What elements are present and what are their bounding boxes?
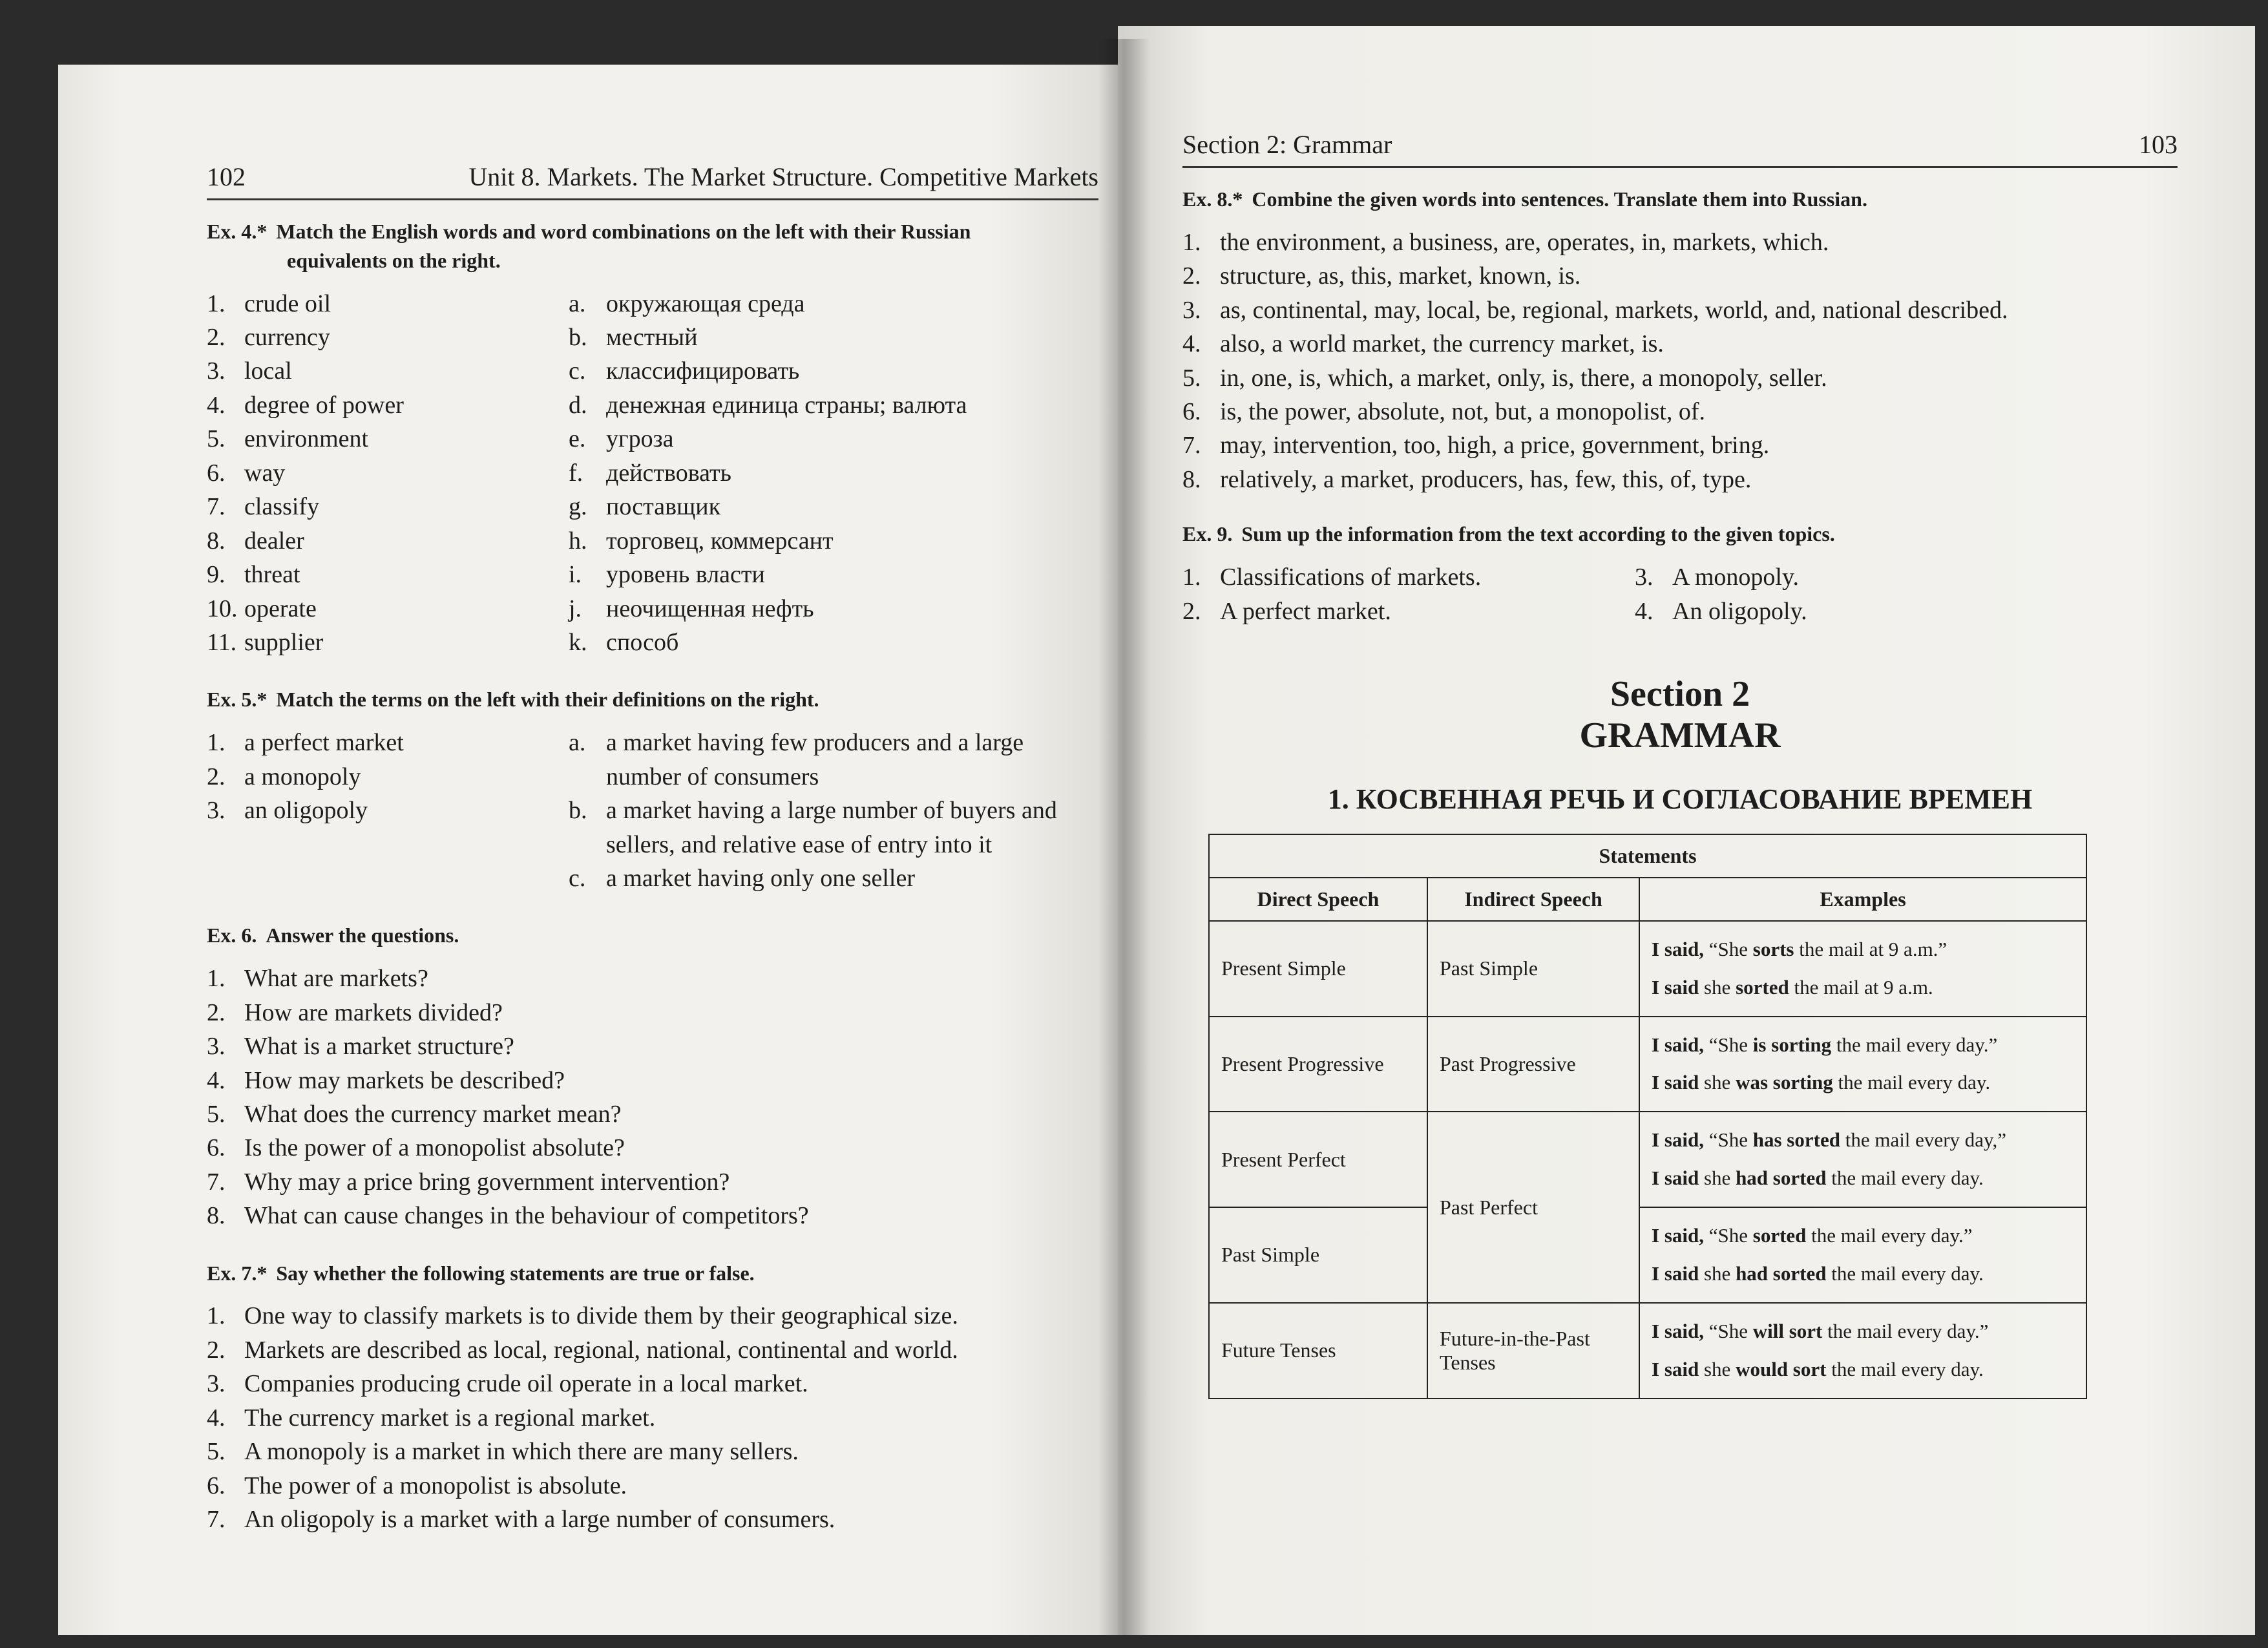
item-number: 6.	[207, 1134, 226, 1162]
item-number: f.	[569, 459, 583, 487]
item-text: supplier	[244, 628, 324, 656]
item-text: as, continental, may, local, be, regional, markets, world, and, national described.	[1220, 296, 2008, 324]
item-text: уровень власти	[606, 561, 765, 589]
list-item	[207, 760, 569, 794]
example-rest: the mail every day,”	[1840, 1128, 2007, 1152]
item-number: 1.	[207, 965, 226, 993]
ex9-instruction	[1182, 520, 2178, 549]
list-item	[1182, 361, 2178, 395]
examples-cell	[1639, 1112, 2086, 1207]
examples-cell	[1639, 921, 2086, 1017]
ex8-instruction	[1182, 185, 2178, 214]
example-rest: the mail every day.	[1832, 1071, 1991, 1094]
item-text: денежная единица страны; валюта	[606, 391, 967, 419]
list-item	[207, 354, 569, 388]
ex7-instruction-text: Say whether the following statements are true or false.	[276, 1261, 755, 1285]
list-item	[569, 321, 1098, 354]
item-number: 4.	[1182, 330, 1201, 358]
section-heading-line1: Section 2	[1610, 673, 1750, 714]
right-running-head	[1182, 129, 2178, 168]
list-item	[207, 1199, 1098, 1232]
item-text: is, the power, absolute, not, but, a monopolist, of.	[1220, 397, 1706, 425]
item-number: a.	[569, 290, 586, 317]
ex8-label: Ex. 8.*	[1182, 187, 1243, 211]
item-number: 2.	[207, 763, 226, 790]
list-item	[569, 456, 1098, 490]
example-indirect	[1652, 969, 2074, 1007]
ex5-instruction-text: Match the terms on the left with their definitions on the right.	[276, 688, 819, 712]
item-text: The power of a monopolist is absolute.	[244, 1472, 627, 1499]
list-item	[207, 626, 569, 659]
list-item	[207, 1165, 1098, 1199]
list-item	[207, 1064, 1098, 1097]
example-indirect	[1652, 1351, 2074, 1389]
item-number: 1.	[207, 290, 226, 317]
grammar-table	[1208, 834, 2087, 1399]
item-number: 2.	[207, 1336, 226, 1364]
example-verb: had sorted	[1736, 1167, 1827, 1190]
item-text: classify	[244, 493, 320, 521]
item-number: 3.	[207, 1370, 226, 1398]
example-direct	[1652, 1217, 2074, 1255]
example-rest: the mail every day.”	[1831, 1033, 1998, 1056]
list-item	[569, 558, 1098, 591]
list-item	[1182, 428, 2178, 462]
item-text: a market having a large number of buyers and sellers, and relative ease of entry into it	[606, 797, 1057, 858]
example-subject: she	[1699, 1262, 1736, 1285]
list-item	[207, 1097, 1098, 1131]
item-number: 7.	[1182, 432, 1201, 460]
item-text: Companies producing crude oil operate in a local market.	[244, 1370, 808, 1398]
item-number: 6.	[207, 1472, 226, 1499]
item-number: 9.	[207, 561, 226, 589]
item-text: How are markets divided?	[244, 998, 503, 1026]
item-text: Classifications of markets.	[1220, 564, 1482, 591]
item-number: 8.	[207, 1202, 226, 1230]
left-page	[58, 65, 1118, 1635]
list-item	[207, 422, 569, 456]
right-page-content	[1182, 129, 2178, 1399]
page-number-left: 102	[207, 162, 246, 191]
direct-speech-cell: Past Simple	[1209, 1207, 1427, 1303]
list-item	[569, 490, 1098, 523]
ex5-label: Ex. 5.*	[207, 688, 268, 712]
item-text: неочищенная нефть	[606, 595, 814, 622]
ex4-instruction-line1: Match the English words and word combinations on the left with their Russian	[276, 220, 971, 243]
example-said: I said,	[1652, 1319, 1704, 1342]
list-item	[569, 354, 1098, 388]
list-item	[569, 592, 1098, 626]
example-said: I said	[1652, 1357, 1699, 1380]
table-header-row	[1209, 878, 2086, 921]
item-text: What does the currency market mean?	[244, 1100, 622, 1128]
table-caption: Statements	[1209, 834, 2086, 878]
item-text: One way to classify markets is to divide them by their geographical size.	[244, 1302, 958, 1330]
item-number: b.	[569, 324, 587, 352]
item-number: 11.	[207, 628, 237, 656]
direct-speech-cell: Present Simple	[1209, 921, 1427, 1017]
item-number: 1.	[207, 729, 226, 757]
page-number-right: 103	[2139, 130, 2178, 159]
ex9-label: Ex. 9.	[1182, 522, 1233, 546]
item-number: 6.	[207, 459, 226, 487]
direct-speech-cell: Present Progressive	[1209, 1017, 1427, 1112]
ex6-label: Ex. 6.	[207, 924, 257, 947]
item-text: also, a world market, the currency market, is.	[1220, 330, 1664, 358]
list-item	[207, 1299, 1098, 1333]
direct-speech-cell: Future Tenses	[1209, 1303, 1427, 1399]
example-indirect	[1652, 1064, 2074, 1102]
item-text: degree of power	[244, 391, 404, 419]
item-text: An oligopoly is a market with a large number of consumers.	[244, 1506, 835, 1534]
list-item	[207, 287, 569, 321]
ex6-instruction-text: Answer the questions.	[266, 924, 459, 947]
item-text: may, intervention, too, high, a price, government, bring.	[1220, 432, 1770, 460]
item-text: угроза	[606, 425, 674, 453]
list-item	[207, 388, 569, 422]
example-subject: “She	[1703, 1224, 1753, 1247]
examples-cell	[1639, 1017, 2086, 1112]
example-verb: is sorting	[1752, 1033, 1832, 1056]
item-text: an oligopoly	[244, 797, 368, 825]
example-said: I said,	[1652, 1033, 1704, 1056]
list-item	[569, 861, 1098, 895]
ex6-instruction	[207, 921, 1098, 950]
item-number: 2.	[1182, 262, 1201, 290]
example-direct	[1652, 931, 2074, 969]
header-examples: Examples	[1639, 878, 2086, 921]
item-number: k.	[569, 628, 587, 656]
list-item	[1182, 463, 2178, 496]
example-rest: the mail at 9 a.m.	[1789, 975, 1933, 998]
examples-cell	[1639, 1303, 2086, 1399]
table-row	[1209, 1017, 2086, 1112]
item-number: 6.	[1182, 397, 1201, 425]
list-item	[1635, 560, 2178, 594]
example-subject: “She	[1703, 1128, 1753, 1152]
list-item	[207, 1367, 1098, 1400]
running-head-title-right: Section 2: Grammar	[1182, 130, 1392, 159]
ex4-russian-list	[569, 287, 1098, 660]
item-text: How may markets be described?	[244, 1066, 565, 1094]
list-item	[207, 1131, 1098, 1165]
ex9-topics-col1	[1182, 560, 1635, 628]
item-text: Why may a price bring government intervention?	[244, 1168, 730, 1196]
table-row	[1209, 921, 2086, 1017]
example-said: I said,	[1652, 1128, 1704, 1152]
list-item	[207, 490, 569, 523]
item-number: i.	[569, 561, 582, 589]
item-number: c.	[569, 864, 586, 892]
item-text: Is the power of a monopolist absolute?	[244, 1134, 625, 1162]
item-text: торговец, коммерсант	[606, 527, 834, 555]
item-number: 8.	[207, 527, 226, 555]
list-item	[207, 1333, 1098, 1367]
list-item	[207, 996, 1098, 1030]
example-said: I said,	[1652, 1224, 1704, 1247]
example-verb: has sorted	[1752, 1128, 1840, 1152]
item-text: dealer	[244, 527, 304, 555]
item-text: What can cause changes in the behaviour of competitors?	[244, 1202, 809, 1230]
list-item	[207, 1435, 1098, 1468]
list-item	[1182, 560, 1635, 594]
list-item	[1182, 395, 2178, 428]
item-number: 1.	[1182, 228, 1201, 256]
ex4-matching	[207, 287, 1098, 660]
list-item	[207, 524, 569, 558]
example-said: I said,	[1652, 937, 1704, 960]
item-number: 2.	[1182, 597, 1201, 625]
list-item	[569, 626, 1098, 659]
header-indirect-speech: Indirect Speech	[1427, 878, 1639, 921]
example-verb: was sorting	[1736, 1071, 1833, 1094]
table-row	[1209, 1112, 2086, 1207]
item-number: 2.	[207, 324, 226, 352]
item-text: a market having few producers and a large number of consumers	[606, 729, 1024, 790]
example-subject: she	[1699, 1357, 1736, 1380]
item-text: relatively, a market, producers, has, few, this, of, type.	[1220, 465, 1752, 493]
item-number: 3.	[207, 1033, 226, 1061]
ex4-english-list	[207, 287, 569, 660]
item-text: the environment, a business, are, operates, in, markets, which.	[1220, 228, 1829, 256]
example-rest: the mail at 9 a.m.”	[1794, 937, 1948, 960]
item-text: окружающая среда	[606, 290, 805, 317]
examples-cell	[1639, 1207, 2086, 1303]
ex9-instruction-text: Sum up the information from the text according to the given topics.	[1241, 522, 1835, 546]
item-number: 3.	[1635, 564, 1654, 591]
table-caption-row	[1209, 834, 2086, 878]
list-item	[1182, 595, 1635, 628]
item-number: 5.	[207, 1100, 226, 1128]
right-page	[1118, 26, 2255, 1635]
example-verb: will sort	[1752, 1319, 1823, 1342]
item-text: поставщик	[606, 493, 721, 521]
left-running-head	[207, 162, 1098, 200]
ex8-instruction-text: Combine the given words into sentences. Translate them into Russian.	[1252, 187, 1867, 211]
example-said: I said	[1652, 975, 1699, 998]
item-number: 10.	[207, 595, 238, 622]
section-heading	[1182, 673, 2178, 757]
item-text: What are markets?	[244, 965, 428, 993]
item-text: operate	[244, 595, 317, 622]
list-item	[207, 558, 569, 591]
item-text: An oligopoly.	[1672, 597, 1807, 625]
ex7-instruction	[207, 1259, 1098, 1288]
item-text: a perfect market	[244, 729, 404, 757]
ex9-topics-col2	[1635, 560, 2178, 628]
item-text: currency	[244, 324, 330, 352]
indirect-speech-cell: Past Simple	[1427, 921, 1639, 1017]
direct-speech-cell: Present Perfect	[1209, 1112, 1427, 1207]
example-direct	[1652, 1026, 2074, 1064]
list-item	[207, 321, 569, 354]
example-subject: “She	[1703, 937, 1753, 960]
item-text: local	[244, 357, 292, 385]
ex4-instruction-line2: equivalents on the right.	[287, 248, 501, 272]
item-number: g.	[569, 493, 587, 521]
ex4-label: Ex. 4.*	[207, 220, 268, 243]
example-verb: sorted	[1736, 975, 1789, 998]
table-body	[1209, 921, 2086, 1399]
ex5-definitions-list	[569, 726, 1098, 895]
item-number: j.	[569, 595, 582, 622]
item-number: e.	[569, 425, 586, 453]
list-item	[207, 592, 569, 626]
item-number: 4.	[207, 1066, 226, 1094]
list-item	[207, 726, 569, 759]
example-rest: the mail every day.	[1826, 1357, 1984, 1380]
example-indirect	[1652, 1255, 2074, 1293]
indirect-speech-cell: Past Perfect	[1427, 1112, 1639, 1303]
item-number: 5.	[207, 425, 226, 453]
example-rest: the mail every day.	[1826, 1262, 1984, 1285]
example-rest: the mail every day.”	[1806, 1224, 1973, 1247]
item-number: a.	[569, 729, 586, 757]
running-head-title-left: Unit 8. Markets. The Market Structure. Competitive Markets	[468, 162, 1098, 191]
item-number: 4.	[207, 391, 226, 419]
list-item	[1182, 226, 2178, 259]
list-item	[207, 1030, 1098, 1063]
list-item	[569, 726, 1098, 794]
example-verb: sorts	[1752, 937, 1794, 960]
list-item	[569, 524, 1098, 558]
item-number: 3.	[1182, 296, 1201, 324]
example-subject: she	[1699, 1167, 1736, 1190]
example-rest: the mail every day.	[1826, 1167, 1984, 1190]
item-number: 4.	[207, 1404, 226, 1431]
list-item	[1635, 595, 2178, 628]
item-text: классифицировать	[606, 357, 800, 385]
item-text: способ	[606, 628, 679, 656]
ex5-instruction	[207, 685, 1098, 714]
table-row	[1209, 1207, 2086, 1303]
item-text: a monopoly	[244, 763, 361, 790]
item-number: 7.	[207, 493, 226, 521]
item-text: threat	[244, 561, 300, 589]
example-subject: she	[1699, 975, 1736, 998]
section-heading-line2: GRAMMAR	[1579, 715, 1781, 756]
list-item	[569, 388, 1098, 422]
item-text: A monopoly is a market in which there are many sellers.	[244, 1438, 799, 1466]
left-page-content	[207, 162, 1098, 1537]
list-item	[207, 962, 1098, 995]
example-direct	[1652, 1121, 2074, 1159]
example-subject: “She	[1703, 1319, 1753, 1342]
item-text: A perfect market.	[1220, 597, 1391, 625]
item-number: 1.	[207, 1302, 226, 1330]
item-text: Markets are described as local, regional, national, continental and world.	[244, 1336, 958, 1364]
item-text: The currency market is a regional market.	[244, 1404, 656, 1431]
list-item	[569, 287, 1098, 321]
indirect-speech-cell: Past Progressive	[1427, 1017, 1639, 1112]
example-direct	[1652, 1313, 2074, 1351]
ex4-instruction	[207, 217, 1098, 275]
item-text: crude oil	[244, 290, 331, 317]
item-text: A monopoly.	[1672, 564, 1799, 591]
list-item	[207, 1469, 1098, 1503]
list-item	[207, 1401, 1098, 1435]
list-item	[1182, 259, 2178, 293]
list-item	[569, 794, 1098, 861]
ex9-topics	[1182, 560, 2178, 628]
item-number: 8.	[1182, 465, 1201, 493]
book-gutter-shadow	[1098, 39, 1150, 1635]
list-item	[1182, 293, 2178, 327]
item-number: 7.	[207, 1168, 226, 1196]
example-said: I said	[1652, 1071, 1699, 1094]
example-rest: the mail every day.”	[1822, 1319, 1989, 1342]
item-number: b.	[569, 797, 587, 825]
indirect-speech-cell: Future-in-the-Past Tenses	[1427, 1303, 1639, 1399]
example-said: I said	[1652, 1167, 1699, 1190]
item-text: in, one, is, which, a market, only, is, there, a monopoly, seller.	[1220, 364, 1827, 392]
example-verb: sorted	[1752, 1224, 1807, 1247]
item-number: c.	[569, 357, 586, 385]
ex7-statement-list	[207, 1299, 1098, 1536]
item-text: environment	[244, 425, 369, 453]
item-number: h.	[569, 527, 587, 555]
example-verb: had sorted	[1736, 1262, 1827, 1285]
example-verb: would sort	[1736, 1357, 1827, 1380]
item-text: What is a market structure?	[244, 1033, 514, 1061]
table-row	[1209, 1303, 2086, 1399]
item-text: way	[244, 459, 286, 487]
list-item	[569, 422, 1098, 456]
example-said: I said	[1652, 1262, 1699, 1285]
ex8-sentence-list	[1182, 226, 2178, 497]
item-number: 2.	[207, 998, 226, 1026]
subsection-heading: 1. КОСВЕННАЯ РЕЧЬ И СОГЛАСОВАНИЕ ВРЕМЕН	[1327, 783, 2033, 815]
list-item	[207, 794, 569, 827]
ex6-question-list	[207, 962, 1098, 1233]
ex5-terms-list	[207, 726, 569, 895]
example-indirect	[1652, 1159, 2074, 1198]
example-subject: “She	[1703, 1033, 1753, 1056]
header-direct-speech: Direct Speech	[1209, 878, 1427, 921]
item-text: действовать	[606, 459, 731, 487]
item-number: 7.	[207, 1506, 226, 1534]
item-text: местный	[606, 324, 698, 352]
item-number: d.	[569, 391, 587, 419]
ex7-label: Ex. 7.*	[207, 1261, 268, 1285]
item-text: a market having only one seller	[606, 864, 916, 892]
item-text: structure, as, this, market, known, is.	[1220, 262, 1581, 290]
item-number: 1.	[1182, 564, 1201, 591]
ex5-matching	[207, 726, 1098, 895]
list-item	[207, 456, 569, 490]
list-item	[207, 1503, 1098, 1536]
item-number: 5.	[1182, 364, 1201, 392]
item-number: 4.	[1635, 597, 1654, 625]
item-number: 3.	[207, 797, 226, 825]
list-item	[1182, 327, 2178, 361]
item-number: 3.	[207, 357, 226, 385]
example-subject: she	[1699, 1071, 1736, 1094]
item-number: 5.	[207, 1438, 226, 1466]
